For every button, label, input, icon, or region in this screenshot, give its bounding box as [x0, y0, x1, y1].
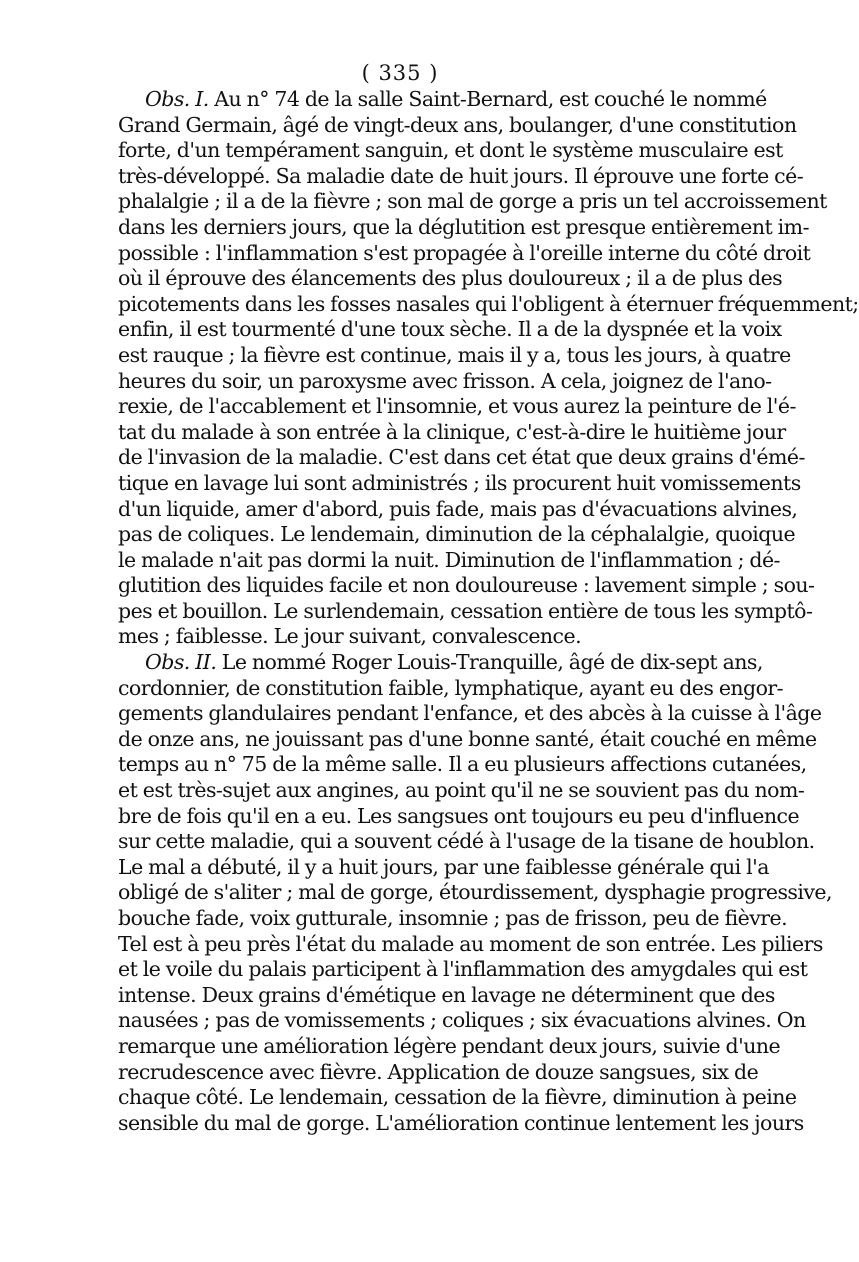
text-line: d'un liquide, amer d'abord, puis fade, mais pas d'évacuations alvines, [118, 496, 798, 521]
page-number: ( 335 ) [361, 61, 439, 85]
text-line: forte, d'un tempérament sanguin, et dont le système musculaire est [118, 138, 783, 163]
text-line: recrudescence avec fièvre. Application de douze sangsues, six de [118, 1059, 759, 1084]
text-line: Grand Germain, âgé de vingt-deux ans, boulanger, d'une constitution [118, 112, 797, 137]
text-line: temps au n° 75 de la même salle. Il a eu plusieurs affections cutanées, [118, 752, 807, 777]
text-line: sur cette maladie, qui a souvent cédé à l'usage de la tisane de houblon. [118, 829, 815, 854]
text-column [118, 87, 859, 1136]
text-line: cordonnier, de constitution faible, lymphatique, ayant eu des engor- [118, 675, 784, 700]
text-line: heures du soir, un paroxysme avec frisson. A cela, joignez de l'ano- [118, 368, 772, 393]
text-line: et le voile du palais participent à l'inflammation des amygdales qui est [118, 957, 808, 982]
text-line: de l'invasion de la maladie. C'est dans cet état que deux grains d'émé- [118, 445, 805, 470]
text-line: glutition des liquides facile et non douloureuse : lavement simple ; sou- [118, 573, 815, 598]
text-line: picotements dans les fosses nasales qui l'obligent à éternuer fréquemment; [118, 291, 859, 316]
text-line: intense. Deux grains d'émétique en lavage ne déterminent que des [118, 982, 775, 1007]
text-line: Obs. I. Au n° 74 de la salle Saint-Bernard, est couché le nommé [145, 87, 767, 111]
text-line: obligé de s'aliter ; mal de gorge, étourdissement, dysphagie progressive, [118, 880, 832, 905]
text-line: rexie, de l'accablement et l'insomnie, et vous aurez la peinture de l'é- [118, 394, 796, 419]
text-line: pas de coliques. Le lendemain, diminution de la céphalalgie, quoique [118, 522, 796, 547]
text-line: sensible du mal de gorge. L'amélioration continue lentement les jours [118, 1110, 804, 1135]
text-line: mes ; faiblesse. Le jour suivant, convalescence. [118, 624, 582, 649]
text-line: est rauque ; la fièvre est continue, mais il y a, tous les jours, à quatre [118, 342, 791, 367]
text-line: dans les derniers jours, que la déglutition est presque entièrement im- [118, 214, 809, 239]
text-line: et est très-sujet aux angines, au point qu'il ne se souvient pas du nom- [118, 778, 805, 803]
text-line: tat du malade à son entrée à la clinique, c'est-à-dire le huitième jour [118, 419, 786, 444]
text-line: enfin, il est tourmenté d'une toux sèche. Il a de la dyspnée et la voix [118, 317, 782, 342]
observation-2 [118, 650, 832, 1136]
text-line: chaque côté. Le lendemain, cessation de la fièvre, diminution à peine [118, 1085, 797, 1110]
text-line: nausées ; pas de vomissements ; coliques ; six évacuations alvines. On [118, 1008, 806, 1033]
text-line: très-développé. Sa maladie date de huit jours. Il éprouve une forte cé- [118, 163, 804, 188]
text-line: remarque une amélioration légère pendant deux jours, suivie d'une [118, 1033, 781, 1058]
observation-label: Obs. I. [145, 87, 209, 111]
text-line: bre de fois qu'il en a eu. Les sangsues ont toujours eu peu d'influence [118, 803, 800, 828]
text-line: Tel est à peu près l'état du malade au moment de son entrée. Les piliers [118, 931, 823, 956]
text-line: de onze ans, ne jouissant pas d'une bonne santé, était couché en même [118, 726, 817, 751]
observation-label: Obs. II. [145, 650, 217, 675]
text-line: phalalgie ; il a de la fièvre ; son mal de gorge a pris un tel accroissement [118, 189, 827, 214]
text-line: tique en lavage lui sont administrés ; ils procurent huit vomissements [118, 470, 801, 495]
text-line: Obs. II. Le nommé Roger Louis-Tranquille, âgé de dix-sept ans, [145, 650, 763, 675]
text-line: où il éprouve des élancements des plus douloureux ; il a de plus des [118, 266, 783, 291]
text-line: pes et bouillon. Le surlendemain, cessation entière de tous les symptô- [118, 598, 813, 623]
text-line: gements glandulaires pendant l'enfance, et des abcès à la cuisse à l'âge [118, 701, 822, 726]
observation-1 [118, 87, 859, 650]
text-line: le malade n'ait pas dormi la nuit. Diminution de l'inflammation ; dé- [118, 547, 780, 572]
text-line: Le mal a débuté, il y a huit jours, par une faiblesse générale qui l'a [118, 854, 769, 879]
text-line: possible : l'inflammation s'est propagée à l'oreille interne du côté droit [118, 240, 811, 265]
text-line: bouche fade, voix gutturale, insomnie ; pas de frisson, peu de fièvre. [118, 906, 788, 930]
